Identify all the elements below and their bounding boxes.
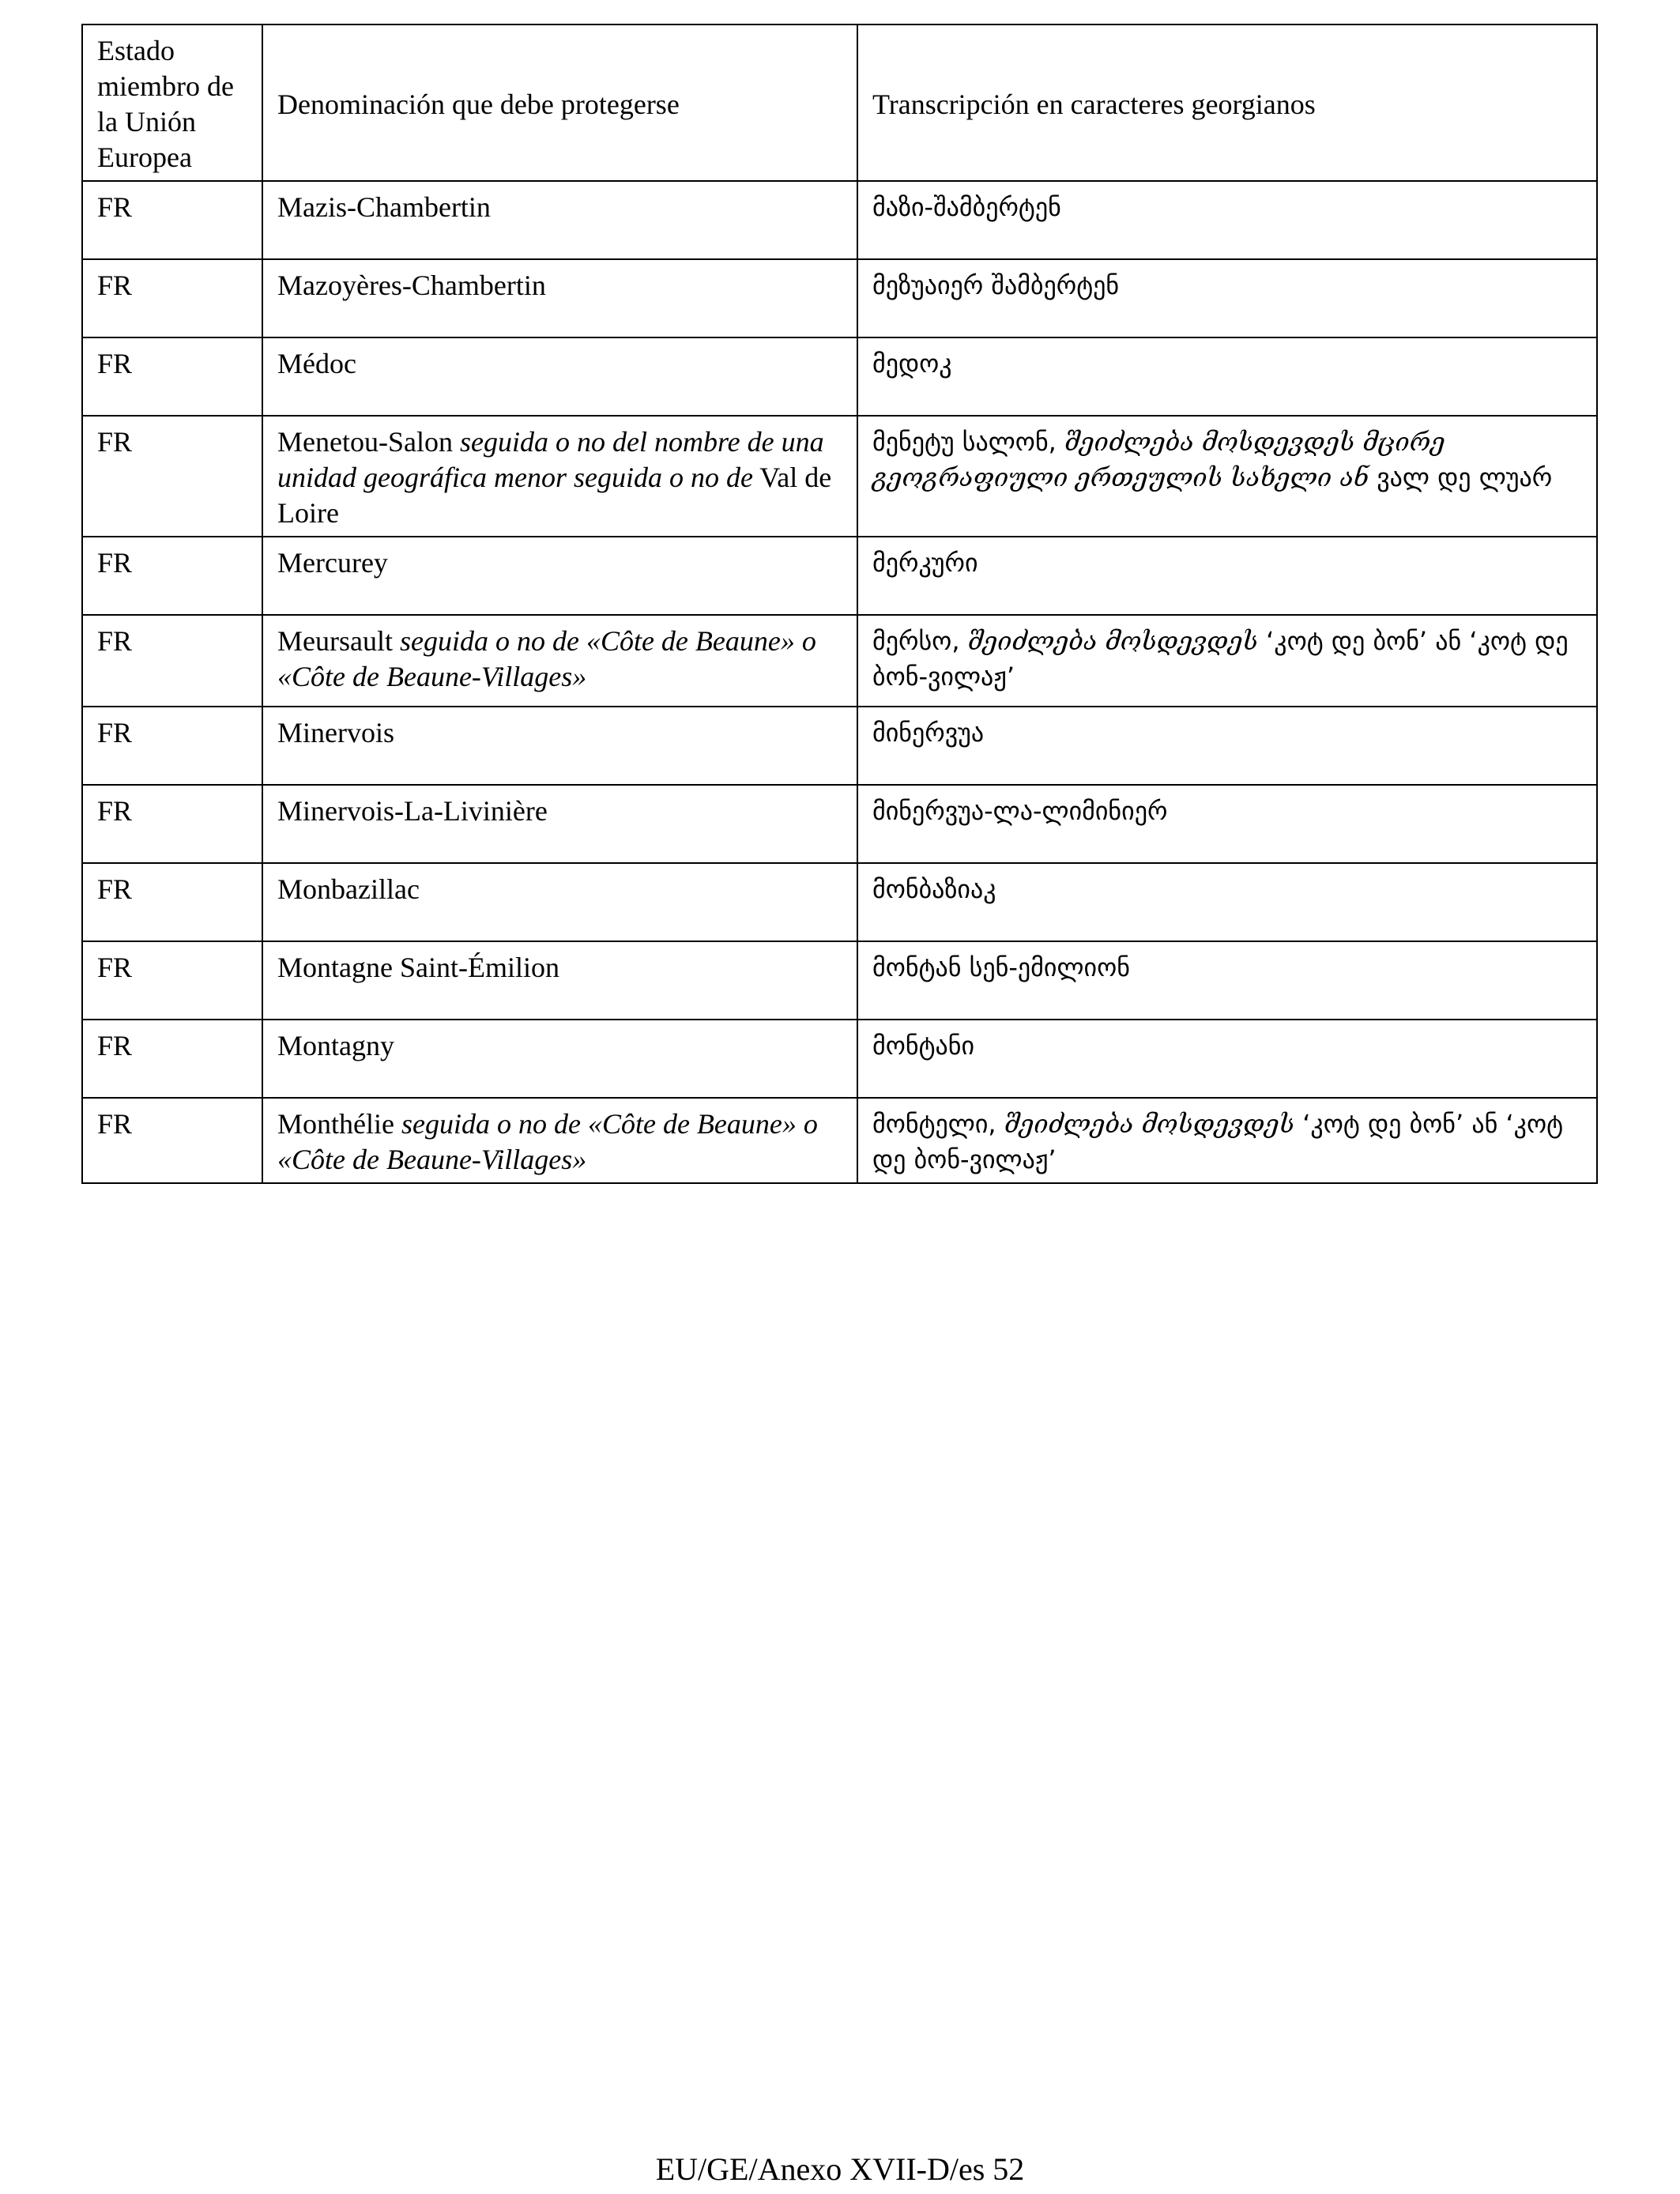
table-row <box>82 1020 1597 1098</box>
georgian-text: მონტანი <box>872 1031 975 1061</box>
table-row <box>82 941 1597 1020</box>
cell-georgian <box>857 1020 1597 1098</box>
cell-name <box>262 337 857 416</box>
cell-name <box>262 615 857 707</box>
cell-georgian <box>857 416 1597 537</box>
cell-georgian <box>857 863 1597 941</box>
name-qualifier-italic: seguida o no de «Côte de Beaune» o «Côte de Beaune-Villages» <box>277 1108 818 1175</box>
cell-member-state: FR <box>82 416 262 537</box>
georgian-qualifier-italic: შეიძლება მოსდევდეს მცირე გეოგრაფიული ერთეულის სახელი ან <box>872 427 1445 492</box>
georgian-text: მონტელი, <box>872 1109 1004 1139</box>
cell-georgian <box>857 337 1597 416</box>
georgian-suffix: ‘კოტ დე ბონ’ ან ‘კოტ დე ბონ-ვილაჟ’ <box>872 626 1569 692</box>
name-qualifier-italic: seguida o no de «Côte de Beaune» o «Côte de Beaune-Villages» <box>277 625 816 692</box>
cell-name <box>262 785 857 863</box>
cell-member-state: FR <box>82 707 262 785</box>
georgian-text: მეზუაიერ შამბერტენ <box>872 270 1120 300</box>
cell-georgian <box>857 537 1597 615</box>
cell-name <box>262 1020 857 1098</box>
cell-member-state: FR <box>82 863 262 941</box>
georgian-text: მონბაზიაკ <box>872 874 996 904</box>
cell-name <box>262 181 857 259</box>
name-text: Médoc <box>277 348 356 379</box>
name-text: Mazoyères-Chambertin <box>277 270 546 301</box>
name-text: Minervois <box>277 717 394 748</box>
cell-member-state: FR <box>82 1020 262 1098</box>
table-row <box>82 863 1597 941</box>
cell-name <box>262 863 857 941</box>
cell-member-state: FR <box>82 615 262 707</box>
cell-member-state: FR <box>82 337 262 416</box>
table-row <box>82 416 1597 537</box>
table-row <box>82 707 1597 785</box>
cell-name <box>262 707 857 785</box>
name-text: Monbazillac <box>277 873 420 905</box>
name-text: Mercurey <box>277 547 388 579</box>
name-text: Minervois-La-Livinière <box>277 795 548 827</box>
cell-georgian <box>857 707 1597 785</box>
georgian-suffix: ვალ დე ლუარ <box>1369 462 1553 492</box>
georgian-text: მინერვუა-ლა-ლიმინიერ <box>872 796 1168 826</box>
name-suffix: Val de Loire <box>277 462 832 529</box>
georgian-qualifier-italic: შეიძლება მოსდევდეს <box>1004 1109 1295 1139</box>
georgian-text: მედოკ <box>872 349 952 379</box>
cell-name <box>262 1098 857 1183</box>
table-row <box>82 1098 1597 1183</box>
cell-georgian <box>857 615 1597 707</box>
cell-member-state: FR <box>82 181 262 259</box>
georgian-text: მონტან სენ-ემილიონ <box>872 952 1130 982</box>
table-row <box>82 537 1597 615</box>
cell-member-state: FR <box>82 259 262 337</box>
georgian-text: მერკური <box>872 548 978 578</box>
name-text: Meursault <box>277 625 393 657</box>
page-footer-reference: EU/GE/Anexo XVII-D/es 52 <box>655 2151 1025 2187</box>
header-georgian-transcription: Transcripción en caracteres georgianos <box>857 25 1597 181</box>
georgian-text: მინერვუა <box>872 718 985 748</box>
name-text: Mazis-Chambertin <box>277 191 491 223</box>
georgian-qualifier-italic: შეიძლება მოსდევდეს <box>967 626 1258 656</box>
cell-name <box>262 416 857 537</box>
header-member-state: Estado miembro de la Unión Europea <box>82 25 262 181</box>
cell-georgian <box>857 785 1597 863</box>
cell-georgian <box>857 941 1597 1020</box>
table-header-row <box>82 25 1597 181</box>
table-row <box>82 181 1597 259</box>
name-text: Monthélie <box>277 1108 394 1140</box>
georgian-text: მერსო, <box>872 626 968 656</box>
cell-georgian <box>857 259 1597 337</box>
cell-georgian <box>857 181 1597 259</box>
cell-member-state: FR <box>82 941 262 1020</box>
cell-name <box>262 537 857 615</box>
georgian-text: მაზი-შამბერტენ <box>872 192 1061 222</box>
name-qualifier-italic: seguida o no del nombre de una unidad geográfica menor seguida o no de <box>277 426 824 493</box>
cell-georgian <box>857 1098 1597 1183</box>
geographical-indications-table <box>81 24 1598 1184</box>
name-text: Montagny <box>277 1030 394 1061</box>
table-row <box>82 259 1597 337</box>
cell-member-state: FR <box>82 1098 262 1183</box>
georgian-suffix: ‘კოტ დე ბონ’ ან ‘კოტ დე ბონ-ვილაჟ’ <box>872 1109 1564 1174</box>
cell-member-state: FR <box>82 785 262 863</box>
name-text: Montagne Saint-Émilion <box>277 952 559 983</box>
name-text: Menetou-Salon <box>277 426 453 458</box>
cell-member-state: FR <box>82 537 262 615</box>
georgian-text: მენეტუ სალონ, <box>872 427 1065 457</box>
cell-name <box>262 259 857 337</box>
header-name-to-protect: Denominación que debe protegerse <box>262 25 857 181</box>
table-row <box>82 615 1597 707</box>
table-row <box>82 337 1597 416</box>
cell-name <box>262 941 857 1020</box>
table-row <box>82 785 1597 863</box>
